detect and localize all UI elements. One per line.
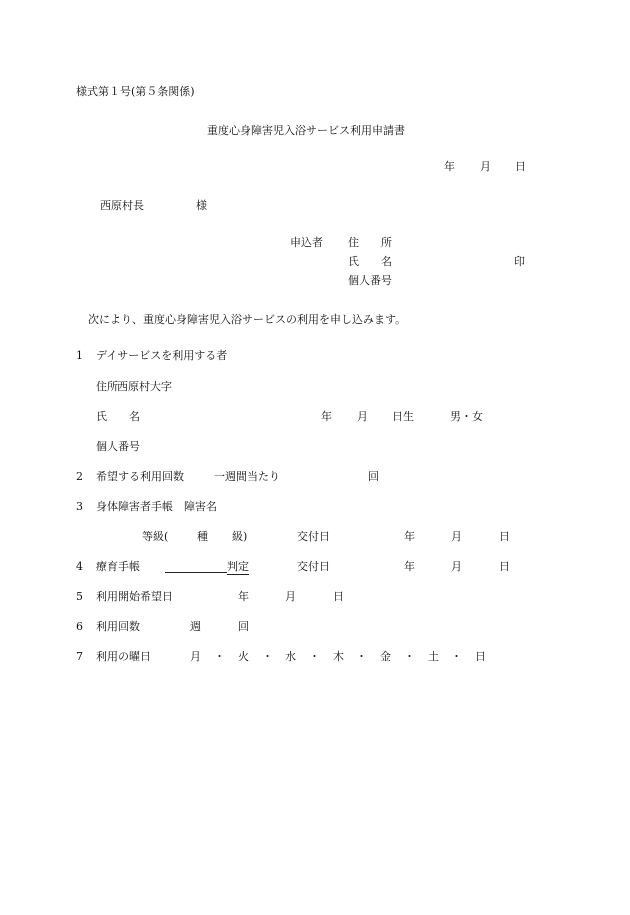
item-label: デイサービスを利用する者	[96, 349, 228, 362]
issued-day: 日	[499, 530, 510, 543]
sex-options: 男・女	[450, 410, 483, 423]
start-month: 月	[285, 590, 296, 603]
form-number: 様式第１号(第５条関係)	[76, 85, 195, 98]
weekday-tue: 火	[238, 650, 249, 663]
times-label: 回	[368, 470, 379, 483]
item-label: 利用開始希望日	[96, 590, 173, 603]
weekday-mon: 月	[190, 650, 201, 663]
seal-label: 印	[514, 255, 525, 268]
item-number: 3	[76, 500, 83, 513]
weekday-separator: ・	[356, 650, 367, 663]
date-year: 年	[444, 160, 455, 173]
applicant-id-label: 個人番号	[348, 274, 392, 287]
user-address-value: 西原村大字	[117, 380, 172, 393]
item-number: 5	[76, 590, 83, 603]
judgement-blank-line	[165, 572, 227, 573]
issued-day: 日	[499, 560, 510, 573]
weekday-separator: ・	[451, 650, 462, 663]
issued-month: 月	[451, 560, 462, 573]
user-name-label: 氏 名	[96, 410, 140, 423]
week-label: 週	[190, 620, 201, 633]
issued-year: 年	[404, 530, 415, 543]
applicant-name-label: 氏 名	[348, 255, 392, 268]
item-label: 利用回数	[96, 620, 140, 633]
honorific: 様	[196, 199, 207, 212]
issued-month: 月	[451, 530, 462, 543]
weekday-thu: 木	[333, 650, 344, 663]
user-id-label: 個人番号	[96, 440, 140, 453]
judgement-label: 判定	[227, 560, 249, 573]
birth-day: 日生	[392, 410, 414, 423]
times-label: 回	[238, 620, 249, 633]
item-label: 希望する利用回数	[96, 470, 184, 483]
grade-close: 級)	[232, 530, 248, 543]
date-month: 月	[480, 160, 491, 173]
weekday-sat: 土	[428, 650, 439, 663]
applicant-label: 申込者	[290, 236, 323, 249]
item-number: 6	[76, 620, 83, 633]
item-number: 7	[76, 650, 83, 663]
weekday-separator: ・	[404, 650, 415, 663]
birth-month: 月	[357, 410, 368, 423]
addressee: 西原村長	[100, 199, 144, 212]
weekday-wed: 水	[285, 650, 296, 663]
weekday-fri: 金	[380, 650, 391, 663]
per-week-label: 一週間当たり	[214, 470, 280, 483]
item-number: 1	[76, 349, 83, 362]
weekday-separator: ・	[214, 650, 225, 663]
grade-kind: 種	[197, 530, 208, 543]
start-year: 年	[238, 590, 249, 603]
grade-open: 等級(	[142, 530, 169, 543]
item-number: 4	[76, 560, 83, 573]
start-day: 日	[333, 590, 344, 603]
intro-text: 次により、重度心身障害児入浴サービスの利用を申し込みます。	[88, 313, 407, 326]
item-label: 利用の曜日	[96, 650, 151, 663]
weekday-separator: ・	[262, 650, 273, 663]
user-address-label: 住所	[96, 380, 118, 393]
issued-label: 交付日	[297, 530, 330, 543]
item-label: 身体障害者手帳 障害名	[96, 500, 217, 513]
weekday-separator: ・	[309, 650, 320, 663]
applicant-address-label: 住 所	[348, 236, 392, 249]
date-day: 日	[515, 160, 526, 173]
form-title: 重度心身障害児入浴サービス利用申請書	[207, 124, 405, 137]
issued-label: 交付日	[297, 560, 330, 573]
item-label: 療育手帳	[96, 560, 140, 573]
birth-year: 年	[321, 410, 332, 423]
item-number: 2	[76, 470, 83, 483]
issued-year: 年	[404, 560, 415, 573]
weekday-sun: 日	[475, 650, 486, 663]
